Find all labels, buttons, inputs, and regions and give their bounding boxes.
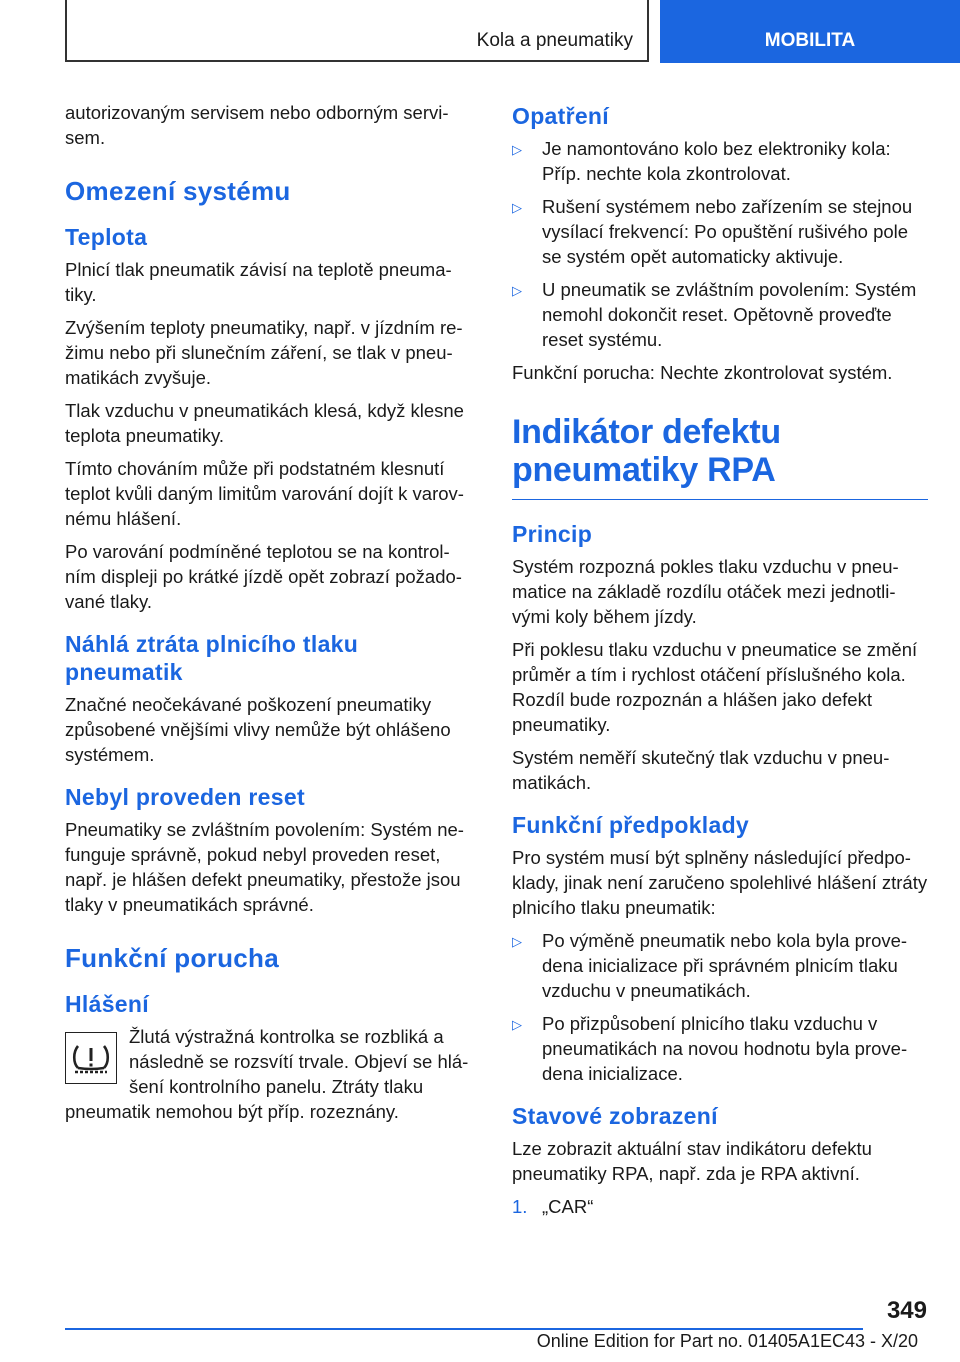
chapter-title-box bbox=[65, 0, 649, 62]
list-item: ▷ Je namontováno kolo bez elektroniky kola: Příp. nechte kola zkontrolovat. bbox=[512, 138, 891, 184]
triangle-bullet-icon: ▷ bbox=[512, 1017, 522, 1032]
triangle-bullet-icon: ▷ bbox=[512, 142, 522, 157]
page-number: 349 bbox=[886, 1297, 927, 1324]
teplota-paragraph-2: Zvýšením teploty pneumatiky, např. v jízdním re-žimu nebo při slunečním záření, se tlak v pneu-matikách zvyšuje. bbox=[65, 317, 463, 388]
list-item: 1. „CAR“ bbox=[512, 1196, 594, 1217]
nahla-paragraph: Značné neočekávané poškození pneumatiky způsobené vnějšími vlivy nemůže být ohlášeno systémem. bbox=[65, 694, 451, 765]
princip-paragraph-3: Systém neměří skutečný tlak vzduchu v pneu-matikách. bbox=[512, 747, 890, 793]
right-column bbox=[512, 100, 928, 1219]
heading-predpoklady: Funkční předpoklady bbox=[512, 812, 750, 838]
stavove-list bbox=[512, 1194, 928, 1219]
heading-nahla-ztrata: Náhlá ztráta plnicího tlaku pneumatik bbox=[65, 631, 359, 685]
nebyl-paragraph: Pneumatiky se zvláštním povolením: Systém ne-funguje správně, pokud nebyl proveden reset, např. je hlášen defekt pneumatiky, přestože jsou tlaky v pneumatikách správné. bbox=[65, 819, 464, 915]
footer-divider bbox=[65, 1328, 863, 1330]
heading-nebyl-reset: Nebyl proveden reset bbox=[65, 784, 305, 810]
heading-hlaseni: Hlášení bbox=[65, 991, 149, 1017]
teplota-paragraph-3: Tlak vzduchu v pneumatikách klesá, když klesne teplota pneumatiky. bbox=[65, 400, 464, 446]
triangle-bullet-icon: ▷ bbox=[512, 283, 522, 298]
triangle-bullet-icon: ▷ bbox=[512, 934, 522, 949]
section-tab: MOBILITA bbox=[660, 0, 960, 63]
page-header bbox=[65, 0, 960, 65]
heading-opatreni: Opatření bbox=[512, 103, 609, 129]
teplota-paragraph-1: Plnicí tlak pneumatik závisí na teplotě pneuma-tiky. bbox=[65, 259, 452, 305]
list-item: ▷ U pneumatik se zvláštním povolením: Systém nemohl dokončit reset. Opětovně proveďte reset systému. bbox=[512, 279, 917, 350]
hlaseni-paragraph: Žlutá výstražná kontrolka se rozbliká a následně se rozsvítí trvale. Objeví se hlá-šení kontrolního panelu. Ztráty tlaku pneumatik nemohou být příp. rozeznány. bbox=[65, 1026, 469, 1122]
princip-paragraph-2: Při poklesu tlaku vzduchu v pneumatice se změní průměr a tím i rychlost otáčení příslušného kola. Rozdíl bude rozpoznán a hlášen jako defekt pneumatiky. bbox=[512, 639, 918, 735]
hlaseni-block bbox=[65, 1024, 475, 1132]
tire-pressure-warning-icon bbox=[65, 1032, 117, 1084]
triangle-bullet-icon: ▷ bbox=[512, 200, 522, 215]
heading-stavove: Stavové zobrazení bbox=[512, 1103, 718, 1129]
opatreni-list bbox=[512, 136, 928, 352]
left-column bbox=[65, 100, 475, 1132]
princip-paragraph-1: Systém rozpozná pokles tlaku vzduchu v pneu-matice na základě rozdílu otáček mezi jednotli-vými koly během jízdy. bbox=[512, 556, 899, 627]
predpoklady-paragraph: Pro systém musí být splněny následující předpo-klady, jinak není zaručeno spolehlivé hlášení ztráty plnicího tlaku pneumatik: bbox=[512, 847, 928, 918]
footer-edition: Online Edition for Part no. 01405A1EC43 - X/20 bbox=[536, 1331, 918, 1351]
heading-teplota: Teplota bbox=[65, 224, 148, 250]
heading-funkcni-porucha: Funkční porucha bbox=[65, 943, 279, 973]
list-number: 1. bbox=[512, 1196, 528, 1217]
teplota-paragraph-5: Po varování podmíněné teplotou se na kontrol-ním displeji po krátké jízdě opět zobrazí požado-vané tlaky. bbox=[65, 541, 462, 612]
stavove-paragraph: Lze zobrazit aktuální stav indikátoru defektu pneumatiky RPA, např. zda je RPA aktivní. bbox=[512, 1138, 872, 1184]
chapter-title: Kola a pneumatiky bbox=[476, 30, 633, 51]
heading-rpa: Indikátor defektu pneumatiky RPA bbox=[512, 413, 928, 500]
intro-paragraph: autorizovaným servisem nebo odborným servi-sem. bbox=[65, 102, 449, 148]
teplota-paragraph-4: Tímto chováním může při podstatném klesnutí teplot kvůli daným limitům varování dojít k varov-nému hlášení. bbox=[65, 458, 464, 529]
porucha-note: Funkční porucha: Nechte zkontrolovat systém. bbox=[512, 362, 893, 383]
list-item: ▷ Po výměně pneumatik nebo kola byla prove-dena inicializace při správném plnicím tlaku vzduchu v pneumatikách. bbox=[512, 930, 908, 1001]
list-item: ▷ Rušení systémem nebo zařízením se stejnou vysílací frekvencí: Po opuštění rušivého pole se systém opět automaticky aktivuje. bbox=[512, 196, 913, 267]
list-item: ▷ Po přizpůsobení plnicího tlaku vzduchu v pneumatikách na novou hodnotu byla prove-dena inicializace. bbox=[512, 1013, 908, 1084]
predpoklady-list bbox=[512, 928, 928, 1086]
heading-princip: Princip bbox=[512, 521, 593, 547]
heading-omezeni: Omezení systému bbox=[65, 176, 291, 206]
